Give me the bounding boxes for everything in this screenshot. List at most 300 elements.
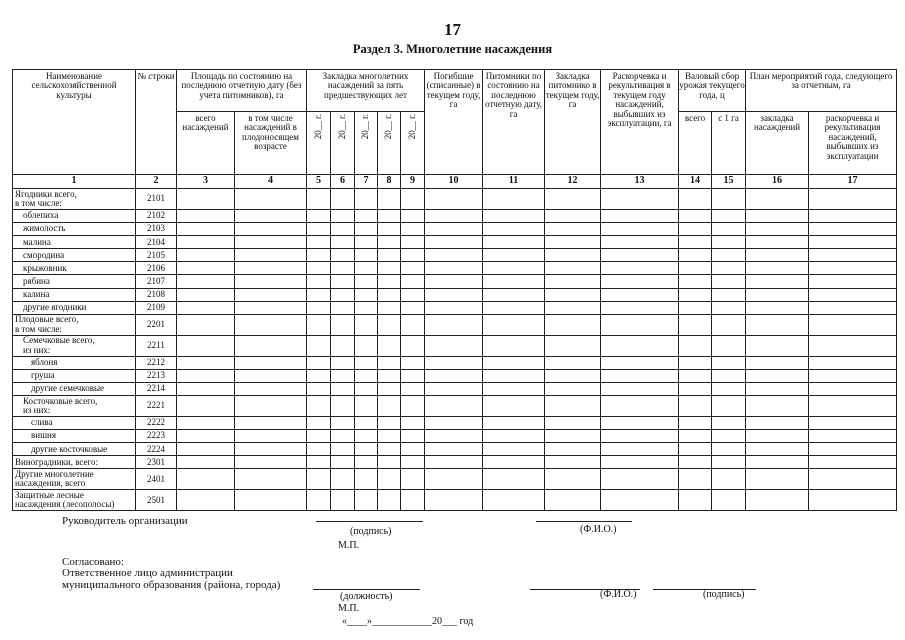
data-entry-cell[interactable] [355, 275, 378, 288]
data-entry-cell[interactable] [307, 469, 331, 490]
data-entry-cell[interactable] [355, 335, 378, 356]
data-entry-cell[interactable] [809, 382, 897, 395]
data-entry-cell[interactable] [401, 396, 425, 417]
data-entry-cell[interactable] [545, 223, 601, 236]
data-entry-cell[interactable] [601, 443, 679, 456]
data-entry-cell[interactable] [545, 430, 601, 443]
data-entry-cell[interactable] [235, 223, 307, 236]
data-entry-cell[interactable] [401, 417, 425, 430]
data-entry-cell[interactable] [235, 301, 307, 314]
data-entry-cell[interactable] [307, 314, 331, 335]
data-entry-cell[interactable] [809, 262, 897, 275]
data-entry-cell[interactable] [401, 314, 425, 335]
data-entry-cell[interactable] [307, 369, 331, 382]
data-entry-cell[interactable] [809, 443, 897, 456]
data-entry-cell[interactable] [601, 189, 679, 210]
data-entry-cell[interactable] [679, 210, 712, 223]
data-entry-cell[interactable] [425, 189, 483, 210]
data-entry-cell[interactable] [355, 223, 378, 236]
data-entry-cell[interactable] [712, 490, 746, 511]
data-entry-cell[interactable] [177, 223, 235, 236]
data-entry-cell[interactable] [177, 456, 235, 469]
data-entry-cell[interactable] [235, 335, 307, 356]
data-entry-cell[interactable] [235, 369, 307, 382]
data-entry-cell[interactable] [746, 223, 809, 236]
data-entry-cell[interactable] [177, 396, 235, 417]
data-entry-cell[interactable] [483, 189, 545, 210]
data-entry-cell[interactable] [355, 490, 378, 511]
data-entry-cell[interactable] [235, 314, 307, 335]
data-entry-cell[interactable] [307, 356, 331, 369]
data-entry-cell[interactable] [712, 275, 746, 288]
data-entry-cell[interactable] [679, 417, 712, 430]
data-entry-cell[interactable] [331, 262, 355, 275]
data-entry-cell[interactable] [378, 396, 401, 417]
data-entry-cell[interactable] [331, 314, 355, 335]
data-entry-cell[interactable] [483, 469, 545, 490]
data-entry-cell[interactable] [545, 335, 601, 356]
data-entry-cell[interactable] [307, 249, 331, 262]
data-entry-cell[interactable] [545, 236, 601, 249]
data-entry-cell[interactable] [712, 189, 746, 210]
data-entry-cell[interactable] [425, 335, 483, 356]
data-entry-cell[interactable] [378, 443, 401, 456]
data-entry-cell[interactable] [601, 369, 679, 382]
data-entry-cell[interactable] [746, 210, 809, 223]
data-entry-cell[interactable] [331, 249, 355, 262]
data-entry-cell[interactable] [545, 417, 601, 430]
data-entry-cell[interactable] [355, 369, 378, 382]
data-entry-cell[interactable] [679, 396, 712, 417]
data-entry-cell[interactable] [401, 490, 425, 511]
data-entry-cell[interactable] [331, 396, 355, 417]
data-entry-cell[interactable] [601, 469, 679, 490]
data-entry-cell[interactable] [355, 189, 378, 210]
data-entry-cell[interactable] [679, 443, 712, 456]
data-entry-cell[interactable] [425, 288, 483, 301]
data-entry-cell[interactable] [307, 456, 331, 469]
data-entry-cell[interactable] [746, 369, 809, 382]
data-entry-cell[interactable] [378, 382, 401, 395]
data-entry-cell[interactable] [378, 189, 401, 210]
data-entry-cell[interactable] [177, 210, 235, 223]
data-entry-cell[interactable] [746, 314, 809, 335]
data-entry-cell[interactable] [307, 430, 331, 443]
data-entry-cell[interactable] [378, 469, 401, 490]
data-entry-cell[interactable] [401, 262, 425, 275]
data-entry-cell[interactable] [712, 262, 746, 275]
data-entry-cell[interactable] [425, 249, 483, 262]
data-entry-cell[interactable] [401, 236, 425, 249]
data-entry-cell[interactable] [355, 314, 378, 335]
data-entry-cell[interactable] [483, 288, 545, 301]
data-entry-cell[interactable] [401, 382, 425, 395]
data-entry-cell[interactable] [331, 382, 355, 395]
data-entry-cell[interactable] [545, 301, 601, 314]
data-entry-cell[interactable] [483, 262, 545, 275]
data-entry-cell[interactable] [177, 189, 235, 210]
data-entry-cell[interactable] [235, 262, 307, 275]
data-entry-cell[interactable] [235, 396, 307, 417]
data-entry-cell[interactable] [355, 456, 378, 469]
data-entry-cell[interactable] [425, 356, 483, 369]
data-entry-cell[interactable] [307, 236, 331, 249]
data-entry-cell[interactable] [401, 469, 425, 490]
data-entry-cell[interactable] [331, 275, 355, 288]
data-entry-cell[interactable] [809, 430, 897, 443]
data-entry-cell[interactable] [307, 223, 331, 236]
data-entry-cell[interactable] [331, 223, 355, 236]
data-entry-cell[interactable] [483, 275, 545, 288]
data-entry-cell[interactable] [679, 223, 712, 236]
data-entry-cell[interactable] [425, 382, 483, 395]
data-entry-cell[interactable] [425, 430, 483, 443]
data-entry-cell[interactable] [401, 223, 425, 236]
data-entry-cell[interactable] [235, 249, 307, 262]
data-entry-cell[interactable] [307, 335, 331, 356]
data-entry-cell[interactable] [425, 490, 483, 511]
data-entry-cell[interactable] [809, 396, 897, 417]
data-entry-cell[interactable] [679, 301, 712, 314]
data-entry-cell[interactable] [235, 275, 307, 288]
data-entry-cell[interactable] [483, 335, 545, 356]
data-entry-cell[interactable] [483, 396, 545, 417]
data-entry-cell[interactable] [809, 356, 897, 369]
data-entry-cell[interactable] [712, 382, 746, 395]
data-entry-cell[interactable] [425, 223, 483, 236]
data-entry-cell[interactable] [483, 430, 545, 443]
data-entry-cell[interactable] [712, 288, 746, 301]
data-entry-cell[interactable] [809, 288, 897, 301]
data-entry-cell[interactable] [545, 382, 601, 395]
data-entry-cell[interactable] [355, 236, 378, 249]
data-entry-cell[interactable] [712, 314, 746, 335]
data-entry-cell[interactable] [401, 189, 425, 210]
data-entry-cell[interactable] [331, 417, 355, 430]
data-entry-cell[interactable] [809, 301, 897, 314]
data-entry-cell[interactable] [177, 275, 235, 288]
data-entry-cell[interactable] [483, 236, 545, 249]
data-entry-cell[interactable] [235, 417, 307, 430]
data-entry-cell[interactable] [809, 314, 897, 335]
data-entry-cell[interactable] [235, 236, 307, 249]
data-entry-cell[interactable] [809, 490, 897, 511]
data-entry-cell[interactable] [401, 356, 425, 369]
data-entry-cell[interactable] [746, 443, 809, 456]
data-entry-cell[interactable] [746, 189, 809, 210]
data-entry-cell[interactable] [307, 443, 331, 456]
data-entry-cell[interactable] [235, 430, 307, 443]
data-entry-cell[interactable] [712, 430, 746, 443]
data-entry-cell[interactable] [401, 249, 425, 262]
data-entry-cell[interactable] [425, 262, 483, 275]
data-entry-cell[interactable] [601, 262, 679, 275]
data-entry-cell[interactable] [483, 369, 545, 382]
data-entry-cell[interactable] [712, 369, 746, 382]
data-entry-cell[interactable] [545, 314, 601, 335]
data-entry-cell[interactable] [425, 275, 483, 288]
data-entry-cell[interactable] [679, 249, 712, 262]
data-entry-cell[interactable] [545, 262, 601, 275]
data-entry-cell[interactable] [401, 275, 425, 288]
data-entry-cell[interactable] [378, 490, 401, 511]
data-entry-cell[interactable] [378, 288, 401, 301]
data-entry-cell[interactable] [331, 469, 355, 490]
data-entry-cell[interactable] [679, 469, 712, 490]
data-entry-cell[interactable] [235, 210, 307, 223]
data-entry-cell[interactable] [483, 490, 545, 511]
data-entry-cell[interactable] [425, 236, 483, 249]
data-entry-cell[interactable] [307, 417, 331, 430]
data-entry-cell[interactable] [746, 417, 809, 430]
data-entry-cell[interactable] [483, 356, 545, 369]
data-entry-cell[interactable] [483, 223, 545, 236]
data-entry-cell[interactable] [809, 210, 897, 223]
data-entry-cell[interactable] [401, 443, 425, 456]
data-entry-cell[interactable] [331, 189, 355, 210]
data-entry-cell[interactable] [746, 396, 809, 417]
data-entry-cell[interactable] [601, 210, 679, 223]
data-entry-cell[interactable] [307, 301, 331, 314]
data-entry-cell[interactable] [545, 490, 601, 511]
data-entry-cell[interactable] [307, 262, 331, 275]
data-entry-cell[interactable] [307, 210, 331, 223]
data-entry-cell[interactable] [177, 314, 235, 335]
data-entry-cell[interactable] [355, 262, 378, 275]
data-entry-cell[interactable] [746, 335, 809, 356]
data-entry-cell[interactable] [177, 417, 235, 430]
data-entry-cell[interactable] [601, 396, 679, 417]
data-entry-cell[interactable] [545, 275, 601, 288]
data-entry-cell[interactable] [378, 314, 401, 335]
data-entry-cell[interactable] [378, 417, 401, 430]
data-entry-cell[interactable] [809, 249, 897, 262]
data-entry-cell[interactable] [331, 335, 355, 356]
data-entry-cell[interactable] [712, 335, 746, 356]
data-entry-cell[interactable] [746, 262, 809, 275]
data-entry-cell[interactable] [331, 236, 355, 249]
data-entry-cell[interactable] [401, 335, 425, 356]
data-entry-cell[interactable] [177, 335, 235, 356]
data-entry-cell[interactable] [679, 288, 712, 301]
data-entry-cell[interactable] [545, 469, 601, 490]
data-entry-cell[interactable] [355, 382, 378, 395]
data-entry-cell[interactable] [746, 236, 809, 249]
data-entry-cell[interactable] [331, 443, 355, 456]
data-entry-cell[interactable] [746, 275, 809, 288]
data-entry-cell[interactable] [425, 443, 483, 456]
data-entry-cell[interactable] [809, 335, 897, 356]
data-entry-cell[interactable] [601, 249, 679, 262]
data-entry-cell[interactable] [378, 301, 401, 314]
data-entry-cell[interactable] [712, 210, 746, 223]
data-entry-cell[interactable] [331, 210, 355, 223]
data-entry-cell[interactable] [355, 417, 378, 430]
data-entry-cell[interactable] [355, 288, 378, 301]
data-entry-cell[interactable] [746, 301, 809, 314]
data-entry-cell[interactable] [746, 249, 809, 262]
data-entry-cell[interactable] [177, 369, 235, 382]
data-entry-cell[interactable] [545, 356, 601, 369]
data-entry-cell[interactable] [601, 417, 679, 430]
data-entry-cell[interactable] [401, 369, 425, 382]
data-entry-cell[interactable] [235, 490, 307, 511]
data-entry-cell[interactable] [177, 469, 235, 490]
data-entry-cell[interactable] [378, 356, 401, 369]
data-entry-cell[interactable] [378, 249, 401, 262]
data-entry-cell[interactable] [235, 456, 307, 469]
data-entry-cell[interactable] [401, 430, 425, 443]
data-entry-cell[interactable] [331, 288, 355, 301]
data-entry-cell[interactable] [307, 382, 331, 395]
data-entry-cell[interactable] [712, 223, 746, 236]
data-entry-cell[interactable] [483, 314, 545, 335]
data-entry-cell[interactable] [483, 443, 545, 456]
data-entry-cell[interactable] [425, 417, 483, 430]
data-entry-cell[interactable] [331, 369, 355, 382]
data-entry-cell[interactable] [712, 469, 746, 490]
data-entry-cell[interactable] [809, 275, 897, 288]
data-entry-cell[interactable] [545, 288, 601, 301]
data-entry-cell[interactable] [746, 490, 809, 511]
data-entry-cell[interactable] [177, 262, 235, 275]
data-entry-cell[interactable] [545, 369, 601, 382]
data-entry-cell[interactable] [378, 223, 401, 236]
data-entry-cell[interactable] [355, 210, 378, 223]
data-entry-cell[interactable] [378, 430, 401, 443]
data-entry-cell[interactable] [355, 249, 378, 262]
data-entry-cell[interactable] [601, 288, 679, 301]
data-entry-cell[interactable] [679, 236, 712, 249]
data-entry-cell[interactable] [483, 382, 545, 395]
data-entry-cell[interactable] [425, 314, 483, 335]
data-entry-cell[interactable] [235, 469, 307, 490]
data-entry-cell[interactable] [545, 189, 601, 210]
data-entry-cell[interactable] [177, 301, 235, 314]
data-entry-cell[interactable] [712, 417, 746, 430]
data-entry-cell[interactable] [177, 288, 235, 301]
data-entry-cell[interactable] [307, 288, 331, 301]
data-entry-cell[interactable] [601, 356, 679, 369]
data-entry-cell[interactable] [545, 210, 601, 223]
data-entry-cell[interactable] [177, 236, 235, 249]
data-entry-cell[interactable] [425, 210, 483, 223]
data-entry-cell[interactable] [483, 417, 545, 430]
data-entry-cell[interactable] [545, 443, 601, 456]
data-entry-cell[interactable] [177, 490, 235, 511]
data-entry-cell[interactable] [425, 396, 483, 417]
data-entry-cell[interactable] [809, 189, 897, 210]
data-entry-cell[interactable] [679, 335, 712, 356]
data-entry-cell[interactable] [177, 382, 235, 395]
data-entry-cell[interactable] [307, 490, 331, 511]
data-entry-cell[interactable] [712, 249, 746, 262]
data-entry-cell[interactable] [378, 236, 401, 249]
data-entry-cell[interactable] [331, 490, 355, 511]
data-entry-cell[interactable] [809, 469, 897, 490]
data-entry-cell[interactable] [712, 456, 746, 469]
data-entry-cell[interactable] [331, 456, 355, 469]
data-entry-cell[interactable] [601, 314, 679, 335]
data-entry-cell[interactable] [712, 236, 746, 249]
data-entry-cell[interactable] [378, 262, 401, 275]
data-entry-cell[interactable] [483, 456, 545, 469]
data-entry-cell[interactable] [601, 490, 679, 511]
data-entry-cell[interactable] [545, 249, 601, 262]
data-entry-cell[interactable] [712, 356, 746, 369]
data-entry-cell[interactable] [401, 456, 425, 469]
data-entry-cell[interactable] [545, 396, 601, 417]
data-entry-cell[interactable] [235, 382, 307, 395]
data-entry-cell[interactable] [746, 456, 809, 469]
data-entry-cell[interactable] [355, 301, 378, 314]
data-entry-cell[interactable] [601, 430, 679, 443]
data-entry-cell[interactable] [355, 443, 378, 456]
data-entry-cell[interactable] [809, 417, 897, 430]
data-entry-cell[interactable] [679, 189, 712, 210]
data-entry-cell[interactable] [331, 301, 355, 314]
data-entry-cell[interactable] [679, 490, 712, 511]
data-entry-cell[interactable] [601, 236, 679, 249]
data-entry-cell[interactable] [483, 301, 545, 314]
data-entry-cell[interactable] [235, 288, 307, 301]
data-entry-cell[interactable] [355, 356, 378, 369]
data-entry-cell[interactable] [355, 430, 378, 443]
data-entry-cell[interactable] [679, 456, 712, 469]
data-entry-cell[interactable] [601, 301, 679, 314]
data-entry-cell[interactable] [307, 189, 331, 210]
data-entry-cell[interactable] [545, 456, 601, 469]
data-entry-cell[interactable] [355, 469, 378, 490]
data-entry-cell[interactable] [425, 301, 483, 314]
data-entry-cell[interactable] [177, 249, 235, 262]
data-entry-cell[interactable] [177, 356, 235, 369]
data-entry-cell[interactable] [235, 356, 307, 369]
data-entry-cell[interactable] [378, 275, 401, 288]
data-entry-cell[interactable] [235, 189, 307, 210]
data-entry-cell[interactable] [679, 369, 712, 382]
data-entry-cell[interactable] [679, 275, 712, 288]
data-entry-cell[interactable] [601, 456, 679, 469]
data-entry-cell[interactable] [809, 456, 897, 469]
data-entry-cell[interactable] [177, 430, 235, 443]
data-entry-cell[interactable] [712, 443, 746, 456]
data-entry-cell[interactable] [746, 288, 809, 301]
data-entry-cell[interactable] [378, 456, 401, 469]
data-entry-cell[interactable] [483, 249, 545, 262]
data-entry-cell[interactable] [331, 356, 355, 369]
data-entry-cell[interactable] [307, 275, 331, 288]
data-entry-cell[interactable] [401, 301, 425, 314]
data-entry-cell[interactable] [378, 210, 401, 223]
data-entry-cell[interactable] [712, 396, 746, 417]
data-entry-cell[interactable] [679, 382, 712, 395]
data-entry-cell[interactable] [235, 443, 307, 456]
data-entry-cell[interactable] [601, 335, 679, 356]
data-entry-cell[interactable] [679, 262, 712, 275]
data-entry-cell[interactable] [712, 301, 746, 314]
data-entry-cell[interactable] [425, 469, 483, 490]
data-entry-cell[interactable] [355, 396, 378, 417]
data-entry-cell[interactable] [401, 288, 425, 301]
data-entry-cell[interactable] [378, 369, 401, 382]
data-entry-cell[interactable] [679, 314, 712, 335]
data-entry-cell[interactable] [601, 223, 679, 236]
data-entry-cell[interactable] [177, 443, 235, 456]
data-entry-cell[interactable] [307, 396, 331, 417]
data-entry-cell[interactable] [679, 430, 712, 443]
data-entry-cell[interactable] [746, 430, 809, 443]
